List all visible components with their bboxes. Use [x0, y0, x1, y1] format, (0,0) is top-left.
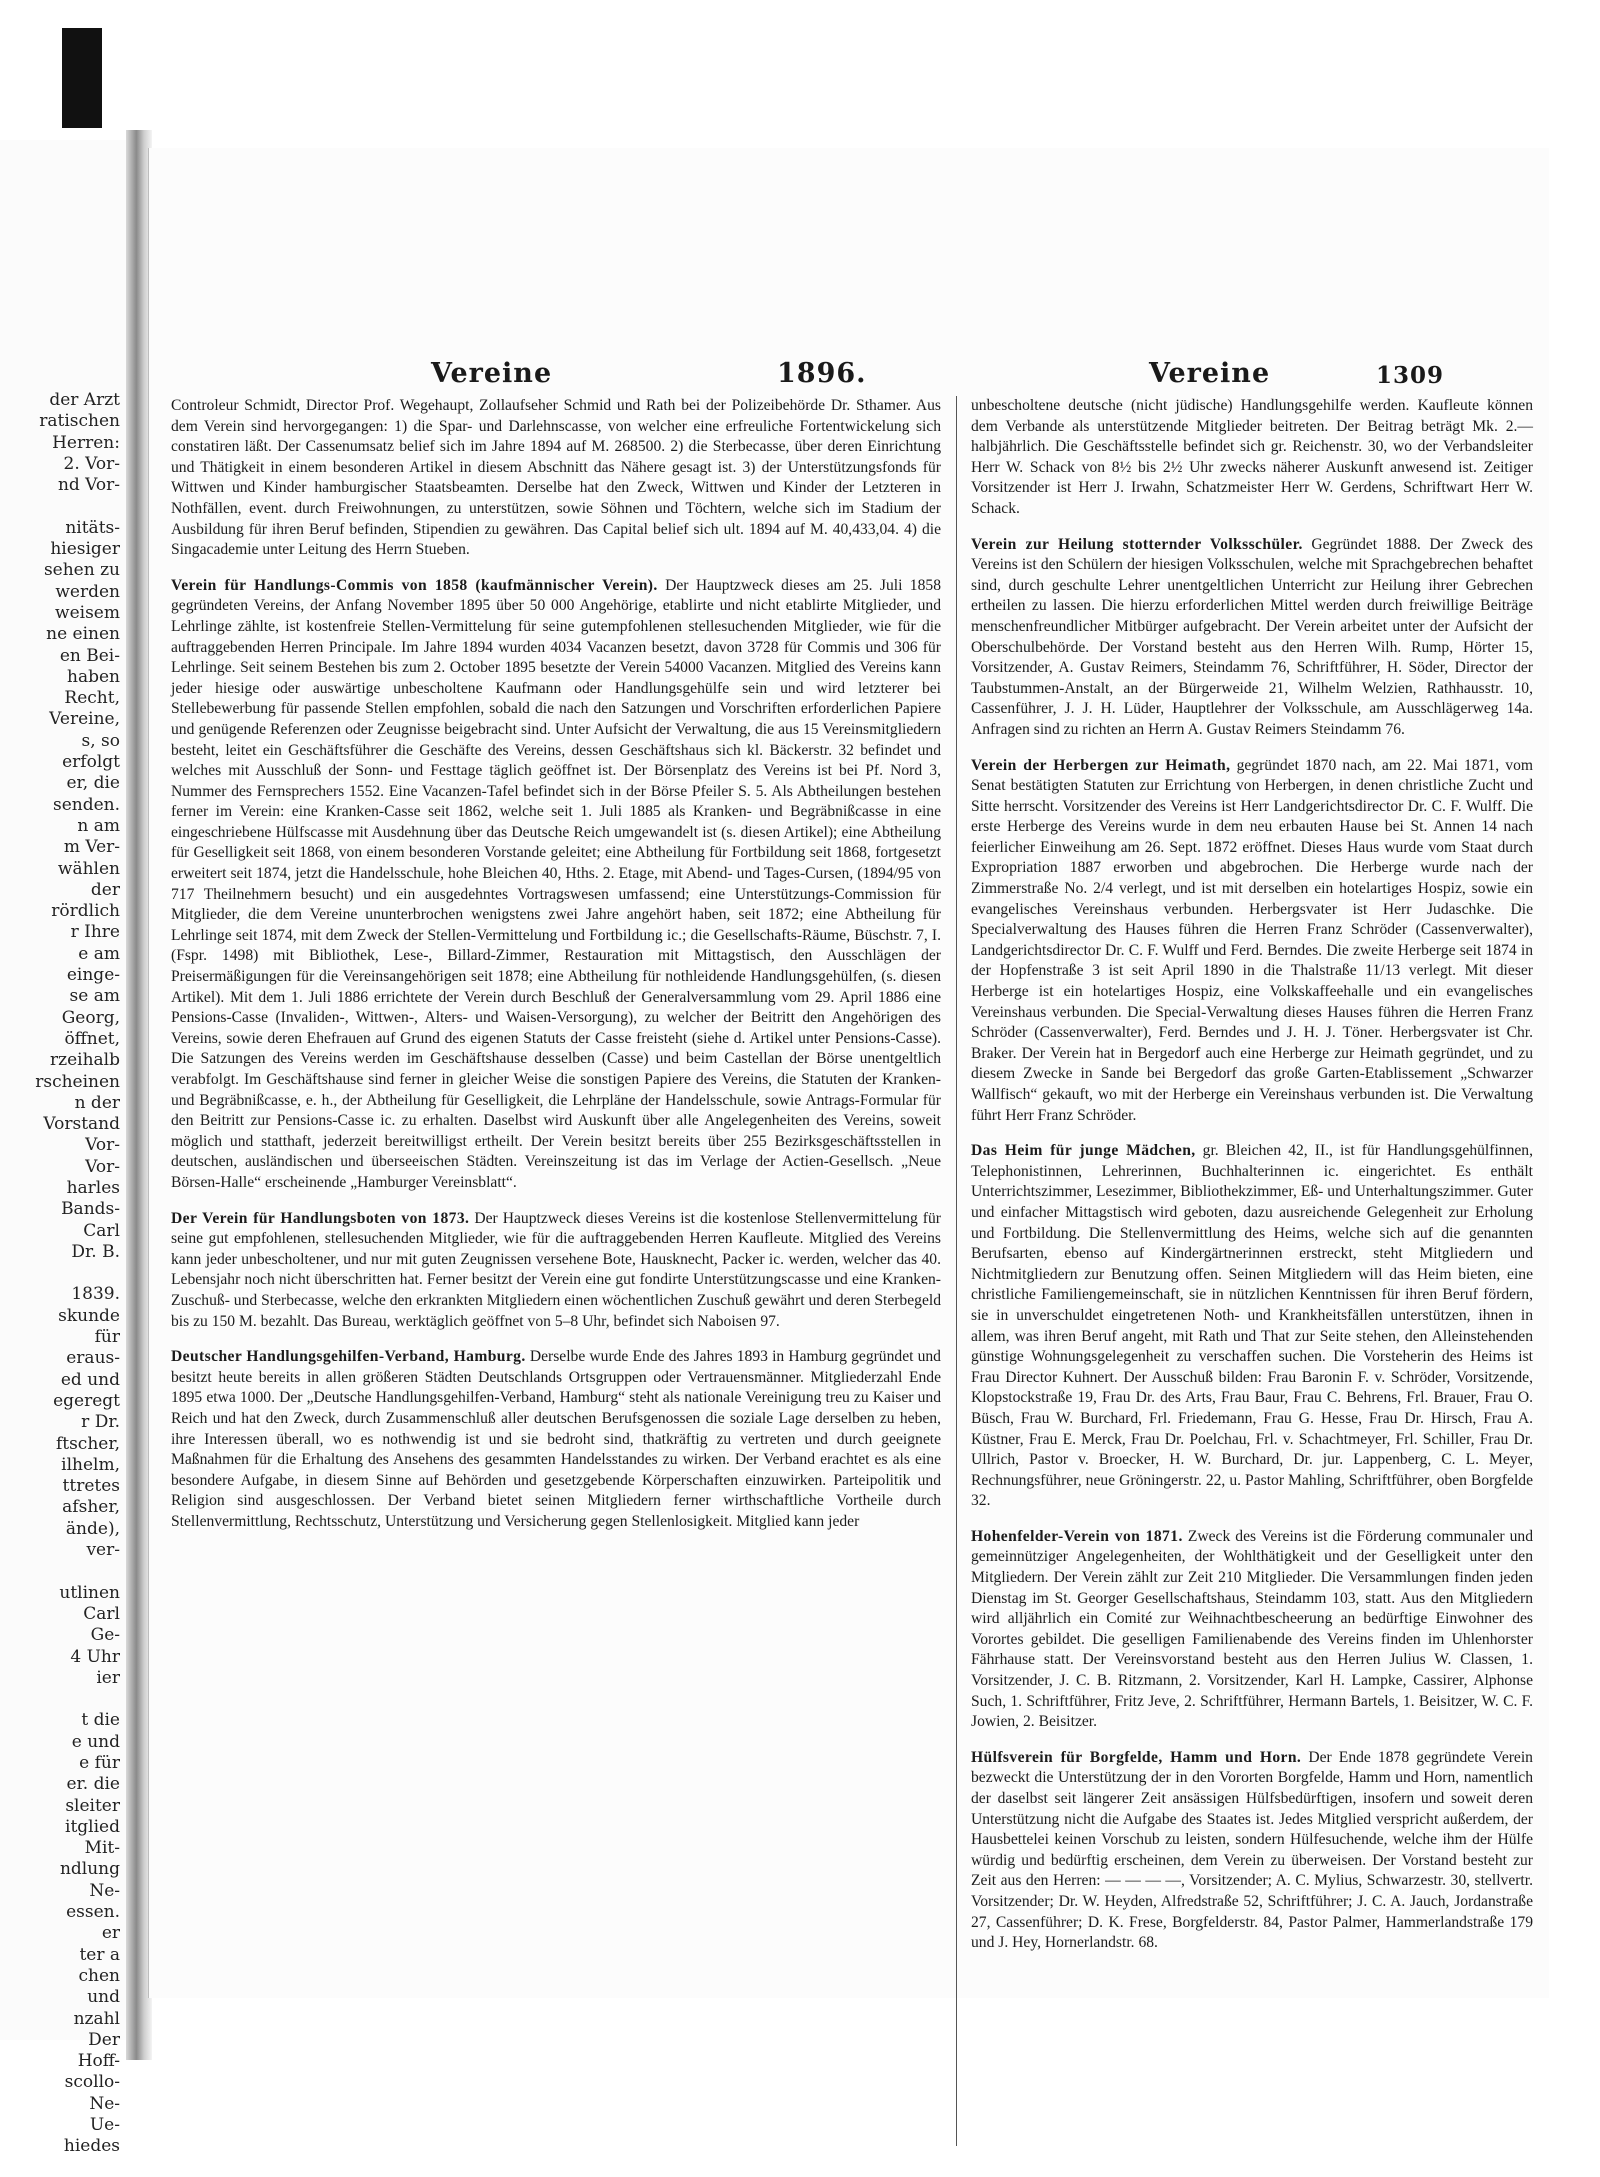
- left-page-fragment: se am: [69, 986, 120, 1007]
- entry-title: Deutscher Handlungsgehilfen-Verband, Hamburg.: [171, 1348, 526, 1366]
- left-page-fragment: r Ihre: [70, 922, 120, 943]
- left-page-fragment: wählen: [57, 858, 120, 879]
- left-page-fragment: rzeihalb: [50, 1050, 120, 1071]
- left-page-fragment: Bands-: [61, 1199, 120, 1220]
- entry-body: Controleur Schmidt, Director Prof. Wegehaupt, Zollaufseher Schmid und Rath bei der Polizeibehörde Dr. Sthamer. Aus dem Verein sind hervorgegangen: 1) die Spar- und Darlehnscasse, von welcher eine erfreuliche Fortentwickelung sich constatiren läßt. Der Cassenumsatz belief sich im Jahre 1894 auf M. 268500. 2) die Sterbecasse, über deren Einrichtung und Thätigkeit in einem besonderen Artikel in diesem Abschnitt das Nähere gesagt ist. 3) der Unterstützungsfonds für Wittwen und Kinder hamburgischer Staatsbeamten. Derselbe hat den Zweck, Wittwen und Kinder der Letzteren in Nothfällen, event. durch Freiwohnungen, zu unterstützen, sowie Söhnen und Töchtern, welche sich im Stadium der Ausbildung für ihren Beruf befinden, Stipendien zu gewähren. Das Capital belief sich ult. 1894 auf M. 40,433,04. 4) die Singacademie unter Leitung des Herrn Stueben.: [171, 397, 941, 559]
- left-page-fragment: Vorstand: [43, 1114, 120, 1135]
- left-page-fragment: Ne-: [89, 2093, 120, 2114]
- left-page-fragment: ed und: [60, 1369, 120, 1390]
- association-entry: [971, 1527, 1533, 1733]
- left-page-fragment: und: [87, 1987, 120, 2008]
- association-entry: [171, 576, 941, 1194]
- left-page-fragment: 4 Uhr: [70, 1646, 120, 1667]
- left-text-column: [171, 396, 941, 1532]
- left-page-fragment: Carl: [83, 1220, 120, 1241]
- entry-body: Der Hauptzweck dieses am 25. Juli 1858 gegründeten Vereins, der Anfang November 1895 über 50 000 Angehörige, etablirte und nicht etablirte Mitglieder, und Lehrlinge zählte, ist kostenfreie Stellen-Vermittelung für seine gutempfohlenen stellesuchenden Mitglieder, wie für die auftraggebenden Herren Principale. Im Jahre 1894 wurden 4034 Vacanzen besetzt, davon 3728 für Commis und 306 für Lehrlinge. Seit seinem Bestehen bis zum 2. October 1895 besetzte der Verein 54000 Vacanzen. Mitglied des Vereins kann jeder hiesige oder auswärtige unbescholtene Kaufmann oder Handlungsgehülfe sein und wird letzterer bei Stellebewerbung für passende Stellen empfohlen, sobald die nach den Satzungen und Vorschriften erforderlichen Papiere und genügende Referenzen oder Zeugnisse beigebracht sind. Unter Aufsicht der Verwaltung, die aus 15 Vereinsmitgliedern besteht, leitet ein Geschäftsführer die Geschäfte des Vereins, dessen Geschäftshaus sich kl. Bäckerstr. 32 befindet und welches mit Ausschluß der Sonn- und Festtage täglich geöffnet ist. Der Börsenplatz des Vereins ist bei Pf. Nord 3, Nummer des Fernsprechers 1552. Eine Vacanzen-Tafel befindet sich in der Börse Pfeiler S. 5. Als Abtheilungen bestehen ferner im Verein: eine Kranken-Casse seit 1862, welche seit 1. Juli 1885 als Kranken- und Begräbnißcasse in eine eingeschriebene Hülfscasse mit Ausdehnung über das Deutsche Reich umgewandelt ist (s. diesen Artikel); eine Abtheilung für Geselligkeit seit 1868, von einem besonderen Vorstande geleitet; eine Abtheilung für Fortbildung seit 1868, fortgesetzt erweitert seit 1874, jetzt die Handelsschule, hohe Bleichen 40, Hths. 2. Etage, mit Abend- und Tages-Cursen, (1894/95 von 717 Theilnehmern besucht) und ein ausgedehntes Vortragswesen umfassend; eine Unterstützungs-Commission für Mitglieder, die dem Vereine ununterbrochen wenigstens zwei Jahre angehört haben, seit 1872; eine Abtheilung für Lehrlinge seit 1874, mit dem Zweck der Stellen-Vermittelung und Fortbildung ic.; die Gesellschafts-Räume, Büschstr. 7, I. (Fspr. 1498) mit Bibliothek, Lese-, Billard-Zimmer, Restauration mit Mittagstisch, den Ausschlägen der Preisermäßigungen für die Vereinsangehörigen seit 1878; eine Abtheilung für nothleidende Handlungsgehülfen, (s. diesen Artikel). Mit dem 1. Juli 1886 errichtete der Verein durch Beschluß der Generalversammlung vom 29. April 1886 eine Pensions-Casse (Invaliden-, Wittwen-, Alters- und Waisen-Versorgung), zu welcher der Beitritt den Angehörigen des Vereins, sowie deren Ehefrauen auf Grund des eigenen Statuts der Casse freisteht (siehe d. Artikel unter Pensions-Casse). Die Satzungen des Vereins werden im Geschäftshause desselben (Casse) und beim Castellan der Börse unentgeltlich verabfolgt. Im Geschäftshause sind ferner in gleicher Weise die sonstigen Papiere des Vereins, die Statuten der Kranken- und Begräbnißcasse, e. h., der Abtheilung für Geselligkeit, die Lehrpläne der Handelsschule, sowie Antrags-Formular für den Beitritt zur Pensions-Casse ic. zu erhalten. Daselbst wird Auskunft über alle Angelegenheiten des Vereins, soweit möglich und statthaft, jederzeit bereitwilligst ertheilt. Der Verein besitzt bereits über 255 Bezirksgeschäftsstellen in deutschen, ausländischen und überseeischen Städten. Vereinszeitung ist das im Verlage der Actien-Gesellsch. „Neue Börsen-Halle“ erscheinende „Hamburger Vereinsblatt“.: [171, 576, 941, 1191]
- left-page-fragment: Carl: [83, 1603, 120, 1624]
- left-page-fragment: ver-: [86, 1540, 120, 1561]
- left-page-fragment: Dr. B.: [71, 1241, 120, 1262]
- entry-title: Das Heim für junge Mädchen,: [971, 1142, 1196, 1160]
- left-page-fragment: ttretes: [62, 1476, 120, 1497]
- left-page-fragment: itglied: [65, 1816, 120, 1837]
- entry-body: gegründet 1870 nach, am 22. Mai 1871, vom Senat bestätigten Statuten zur Errichtung von Herbergen, in denen christliche Zucht und Sitte herrscht. Vorsitzender des Vereins ist Herr Landgerichtsdirector Dr. C. F. Wulff. Die erste Herberge des Vereins wurde in dem neu erbauten Hause bei St. Annen 14 nach feierlicher Einweihung am 26. Sept. 1872 eröffnet. Dieses Haus wurde vom Staat durch Expropriation 1887 erworben und abgebrochen. Die Herberge wurde nach der Zimmerstraße No. 2/4 verlegt, und ist mit derselben ein hotelartiges Hospiz, sowie ein evangelisches Vereinshaus verbunden. Herbergsvater ist Herr Judaschke. Die Specialverwaltung des Hauses führen die Herren Franz Schröder (Cassenverwalter), Landgerichtsdirector Dr. C. F. Wulff und Ferd. Berndes. Die zweite Herberge seit 1874 in der Hopfenstraße 3 ist seit April 1890 in die Thalstraße 11/13 verlegt. Mit dieser Herberge ist ein hotelartiges Hospiz, eine Volkskaffeehalle und ein evangelisches Vereinshaus verbunden. Die Special-Verwaltung dieses Hauses führen die Herren Franz Schröder (Cassenverwalter), Ferd. Berndes und J. H. J. Töner. Herbergsvater ist Chr. Braker. Der Verein hat in Bergedorf auch eine Herberge zur Heimath gegründet, und zu diesem Zwecke in Sande bei Bergedorf das große Garten-Etablissement „Schwarzer Wallfisch“ gekauft, wo mit der Herberge ein Vereinshaus verbunden ist. Die Verwaltung führt Herr Franz Schröder.: [971, 756, 1533, 1124]
- left-page-fragment: e und: [71, 1731, 120, 1752]
- left-page-fragment: e für: [79, 1753, 120, 1773]
- left-page-fragments: [0, 390, 124, 2158]
- left-page-fragment: erfolgt: [62, 752, 120, 773]
- left-page-fragment: Vereine,: [49, 709, 120, 730]
- left-page-fragment: afsher,: [62, 1497, 120, 1518]
- left-page-fragment: harles: [66, 1177, 120, 1198]
- left-page-fragment: [0, 1561, 120, 1582]
- left-page-fragment: eraus-: [66, 1348, 120, 1369]
- left-page-fragment: er, die: [66, 773, 120, 794]
- column-divider: [956, 396, 957, 2146]
- association-entry: [971, 396, 1533, 520]
- left-page-fragment: utlinen: [59, 1582, 120, 1603]
- entry-body: unbescholtene deutsche (nicht jüdische) Handlungsgehilfe werden. Kaufleute können dem Verbande als unterstützende Mitglieder beitreten. Der Beitrag beträgt Mk. 2.— halbjährlich. Die Geschäftsstelle befindet sich gr. Reichenstr. 30, wo der Verbandsleiter Herr W. Schack von 8½ bis 2½ Uhr zwecks näherer Auskunft anwesend ist. Zeitiger Vorsitzender ist Herr J. Irwahn, Schatzmeister Herr W. Gerdens, Schriftwart Herr W. Schack.: [971, 397, 1533, 517]
- left-page-edge: [0, 140, 138, 2157]
- left-page-fragment: werden: [55, 581, 120, 602]
- association-entry: [971, 535, 1533, 741]
- entry-body: Zweck des Vereins ist die Förderung communaler und gemeinnütziger Angelegenheiten, der Wohlthätigkeit und der Geselligkeit unter den Mitgliedern. Der Verein zählt zur Zeit 210 Mitglieder. Die Versammlungen finden jeden Dienstag im St. Georger Gesellschaftshaus, Steindamm 103, statt. Aus den Mitgliedern wird alljährlich ein Comité zur Weihnachtbescheerung an bedürftige Einwohner des Vorortes gebildet. Die geselligen Familienabende des Vereins finden im Uhlenhorster Fährhause statt. Der Vereinsvorstand besteht aus den Herren Julius W. Classen, 1. Vorsitzender, J. C. B. Ritzmann, 2. Vorsitzender, Karl H. Lampke, Cassirer, Alphonse Such, 1. Schriftführer, Fritz Jeve, 2. Schriftführer, Hermann Bartels, 1. Beisitzer, W. C. F. Jowien, 2. Beisitzer.: [971, 1527, 1534, 1731]
- left-page-fragment: m Ver-: [63, 837, 120, 858]
- left-page-fragment: ter a: [79, 1944, 120, 1965]
- left-page-fragment: Ge-: [90, 1625, 120, 1646]
- left-page-fragment: senden.: [52, 794, 120, 815]
- entry-title: Verein für Handlungs-Commis von 1858 (kaufmännischer Verein).: [171, 576, 658, 594]
- association-entry: [971, 756, 1533, 1127]
- left-page-fragment: e am: [78, 943, 120, 964]
- left-page-fragment: skunde: [58, 1305, 120, 1326]
- left-page-fragment: s, so: [81, 730, 120, 751]
- left-page-fragment: 1839.: [71, 1284, 120, 1305]
- left-page-fragment: für: [94, 1327, 120, 1348]
- left-page-fragment: einge-: [66, 965, 120, 986]
- entry-title: Verein zur Heilung stotternder Volksschüler.: [971, 535, 1303, 553]
- left-page-fragment: ier: [96, 1667, 120, 1688]
- left-page-fragment: weisem: [55, 602, 120, 623]
- left-page-fragment: rördlich: [51, 901, 120, 922]
- entry-title: Verein der Herbergen zur Heimath,: [971, 756, 1231, 774]
- left-page-fragment: er: [101, 1923, 120, 1944]
- binding-tab: [62, 28, 102, 128]
- entry-title: Hülfsverein für Borgfelde, Hamm und Horn.: [971, 1748, 1302, 1766]
- association-entry: [171, 396, 941, 561]
- left-page-fragment: essen.: [66, 1902, 120, 1923]
- association-entry: [171, 1347, 941, 1532]
- left-page-fragment: [0, 1263, 120, 1284]
- left-page-fragment: nd Vor-: [57, 475, 120, 496]
- left-page-fragment: chen: [78, 1965, 120, 1986]
- left-page-fragment: nitäts-: [65, 517, 120, 538]
- left-page-fragment: sehen zu: [43, 560, 120, 581]
- left-page-fragment: [0, 1689, 120, 1710]
- left-page-fragment: scollo-: [64, 2072, 120, 2093]
- left-page-fragment: ndlung: [59, 1859, 120, 1880]
- entry-body: Gegründet 1888. Der Zweck des Vereins ist den Schülern der hiesigen Volksschulen, welche mit Sprachgebrechen behaftet sind, durch geschulte Lehrer unentgeltlichen Unterricht zur Heilung ihrer Gebrechen ertheilen zu lassen. Die hierzu erforderlichen Mittel werden durch freiwillige Beiträge menschenfreundlicher Mitbürger aufgebracht. Der Verein arbeitet unter der Aufsicht der Oberschulbehörde. Der Vorstand besteht aus den Herren Wilh. Rump, Hörter 15, Vorsitzender, A. Gustav Reimers, Steindamm 76, Schriftführer, H. Söder, Director der Taubstummen-Anstalt, an der Bürgerweide 21, Wilhelm Welzien, Rathhausstr. 10, Cassenführer, J. J. H. Lüder, Hauptlehrer der Volksschule, am Ausschlägerweg 14a. Anfragen sind zu richten an Herrn A. Gustav Reimers Steindamm 76.: [971, 535, 1533, 738]
- left-page-fragment: Der: [88, 2029, 120, 2050]
- header-right-title: Vereine: [1149, 358, 1271, 389]
- entry-body: Der Hauptzweck dieses Vereins ist die kostenlose Stellenvermittelung für seine gut empfohlenen, stellesuchenden Mitglieder, wie für die auftraggebenden Herren Kaufleute. Mitglied des Vereins kann jeder unbescholtener, und nur mit guten Zeugnissen versehene Bote, Hausknecht, Packer ic. werden, welcher das 40. Lebensjahr noch nicht überschritten hat. Ferner besitzt der Verein eine gut fondirte Unterstützungscasse und eine Kranken-Zuschuß- und Sterbecasse, welche den erkrankten Mitgliedern einen wöchentlichen Zuschuß gewährt und deren Sterbegeld bis zu 150 M. bezahlt. Das Bureau, werktäglich geöffnet von 5–8 Uhr, befindet sich Naboisen 97.: [171, 1209, 941, 1330]
- left-page-fragment: r Dr.: [81, 1412, 120, 1433]
- left-page-fragment: Ne-: [89, 1880, 120, 1901]
- left-page-fragment: en Bei-: [59, 645, 120, 666]
- scan-margin-top: [0, 0, 1600, 128]
- left-page-fragment: n am: [77, 815, 120, 836]
- left-page-fragment: hiesiger: [50, 539, 120, 560]
- entry-body: gr. Bleichen 42, II., ist für Handlungsgehülfinnen, Telephonistinnen, Lehrerinnen, Buchhalterinnen ic. eingerichtet. Es enthält Unterrichtszimmer, Lesezimmer, Bibliothekzimmer, Eß- und Unterhaltungszimmer. Guter und einfacher Mittagstisch wird geboten, dazu ausreichende Gelegenheit zur Erholung und Fortbildung. Die Stellenvermittlung des Heims, welche sich auf die genannten Berufsarten, ebenso auf Kindergärtnerinnen erstreckt, steht Mitgliedern und Nichtmitgliedern zur Benutzung offen. Seinen Mitgliedern will das Heim bieten, eine christliche Familiengemeinschaft, sie in nützlichen Kenntnissen für ihren Beruf fördern, sie in unverschuldet eingetretenen Noth- und Krankheitsfällen unterstützen, ihnen in allem, was ihren Beruf angeht, mit Rath und That zur Seite stehen, den Alleinstehenden günstige Wohnungsgelegenheit zu verschaffen suchen. Die Vorsteherin des Heims ist Frau Director Kuhnert. Der Ausschuß bilden: Frau Baronin F. v. Schröder, Vorsitzende, Klopstockstraße 19, Frau Dr. des Arts, Frau Baur, Frau C. Behrens, Frl. Brauer, Frau O. Büsch, Frau W. Burchard, Frl. Friedemann, Frau G. Hesse, Frau Dr. Hirsch, Frau A. Küstner, Frau E. Merck, Frau Dr. Poelchau, Frl. v. Schachtmeyer, Frl. Schiller, Frau Dr. Ullrich, Pastor v. Broecker, H. W. Burchard, Dr. jur. Lappenberg, C. L. Meyer, Rechnungsführer, neue Gröningerstr. 22, u. Pastor Mahling, Schriftführer, oben Borgfelde 32.: [971, 1142, 1533, 1510]
- association-entry: [971, 1141, 1533, 1512]
- left-page-fragment: hiedes: [63, 2136, 120, 2157]
- left-page-fragment: Vor-: [85, 1156, 120, 1177]
- left-page-fragment: ilhelm,: [61, 1454, 120, 1475]
- page: [148, 148, 1549, 1998]
- entry-body: Der Ende 1878 gegründete Verein bezweckt die Unterstützung der in den Vororten Borgfelde, Hamm und Horn, namentlich der daselbst seit längerer Zeit ansässigen Hülfsbedürftigen, insofern und soweit deren Unterstützung nicht die Aufgabe des Staates ist. Jedes Mitglied verspricht außerdem, der Hausbettelei keinen Vorschub zu leisten, sondern Hülfesuchende, welche ihm der Hülfe würdig und bedürftig erscheinen, dem Verein zu überweisen. Der Vorstand besteht zur Zeit aus den Herren: — — — —, Vorsitzender; A. C. Mylius, Schwarzestr. 30, stellvertr. Vorsitzender; Dr. W. Heyden, Alfredstraße 52, Schriftführer; J. C. A. Jauch, Jordanstraße 27, Cassenführer; D. K. Frese, Borgfelderstr. 84, Pastor Palmer, Hammerlandstraße 179 und J. Hey, Hornerlandstr. 68.: [971, 1748, 1533, 1952]
- left-page-fragment: [0, 496, 120, 517]
- left-page-fragment: Recht,: [64, 688, 120, 709]
- left-page-fragment: n der: [74, 1092, 120, 1113]
- left-page-fragment: ände),: [65, 1518, 120, 1539]
- left-page-fragment: ratischen: [39, 411, 120, 432]
- association-entry: [171, 1209, 941, 1333]
- entry-body: Derselbe wurde Ende des Jahres 1893 in Hamburg gegründet und besitzt heute bereits in allen größeren Städten Deutschlands Ortsgruppen oder Vertrauensmänner. Mitgliederzahl Ende 1895 etwa 1000. Der „Deutsche Handlungsgehilfen-Verband, Hamburg“ steht als nationale Vereinigung treu zu Kaiser und Reich und hat den Zweck, durch Zusammenschluß aller deutschen Berufsgenossen die soziale Lage derselben zu heben, ihre Interessen überall, wo es nothwendig ist und sie bedroht sind, thatkräftig zu vertreten und durch geeignete Maßnahmen für die Erhaltung des Ansehens des gesammten Handelsstandes zu wirken. Der Verband erachtet es als eine besondere Aufgabe, in diesem Sinne auf Behörden und gesetzgebende Körperschaften einzuwirken. Parteipolitik und Religion sind ausgeschlossen. Der Verband bietet seinen Mitgliedern ferner wirthschaftliche Vortheile durch Stellenvermittlung, Rechtsschutz, Unterstützung und Versicherung gegen Stellenlosigkeit. Mitglied kann jeder: [171, 1348, 941, 1530]
- left-page-fragment: der Arzt: [49, 390, 120, 410]
- left-page-fragment: öffnet,: [64, 1028, 120, 1049]
- left-page-fragment: Mit-: [84, 1838, 120, 1859]
- left-page-fragment: der: [90, 879, 120, 900]
- left-page-fragment: er. die: [66, 1774, 120, 1795]
- left-page-fragment: Georg,: [61, 1007, 120, 1028]
- left-page-fragment: ftscher,: [55, 1433, 120, 1454]
- entry-title: Hohenfelder-Verein von 1871.: [971, 1527, 1183, 1545]
- left-page-fragment: 2. Vor-: [63, 453, 120, 474]
- left-page-fragment: egeregt: [53, 1390, 120, 1411]
- left-page-fragment: Hoff-: [77, 2051, 120, 2072]
- left-page-fragment: nzahl: [73, 2008, 120, 2029]
- left-page-fragment: rscheinen: [35, 1071, 120, 1092]
- left-page-fragment: haben: [67, 666, 120, 687]
- left-page-fragment: Herren:: [52, 432, 120, 453]
- left-page-fragment: t die: [81, 1710, 120, 1731]
- association-entry: [971, 1748, 1533, 1954]
- left-page-fragment: ne einen: [46, 624, 120, 645]
- right-text-column: [971, 396, 1533, 1954]
- left-page-fragment: sleiter: [65, 1795, 120, 1816]
- page-number: 1309: [1376, 362, 1445, 389]
- left-page-fragment: Vor-: [85, 1135, 120, 1156]
- entry-title: Der Verein für Handlungsboten von 1873.: [171, 1209, 470, 1227]
- header-year: 1896.: [777, 358, 867, 389]
- header-left-title: Vereine: [431, 358, 553, 389]
- left-page-fragment: Ue-: [89, 2115, 120, 2136]
